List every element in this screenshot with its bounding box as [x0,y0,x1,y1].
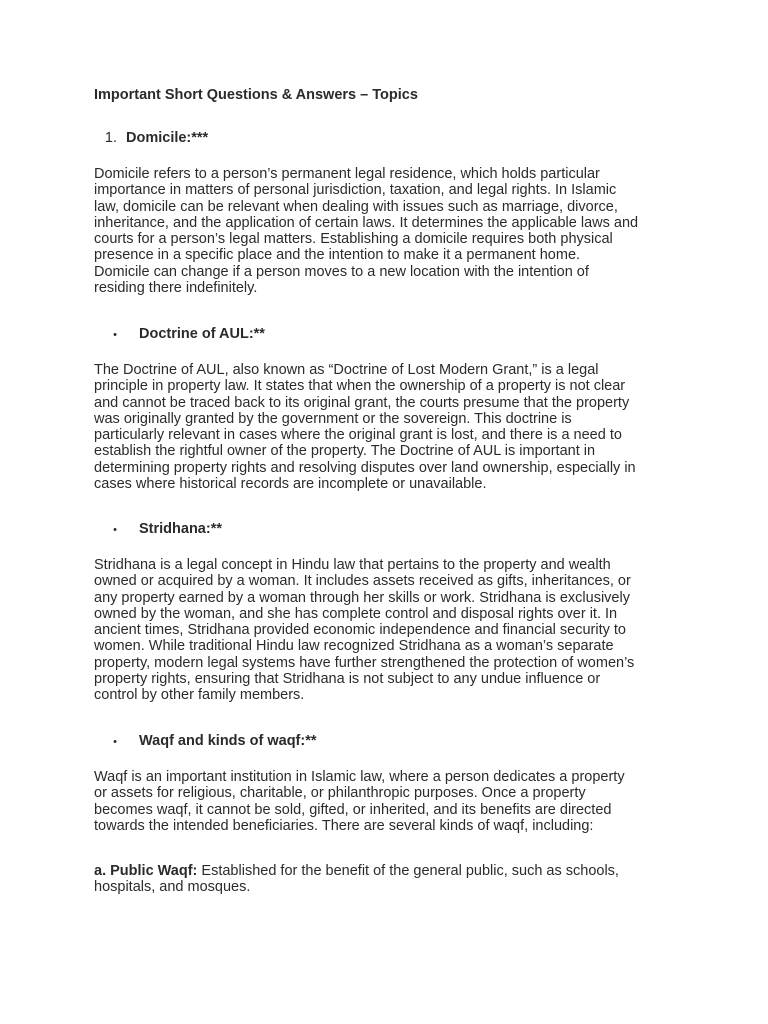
heading-text: Domicile:*** [126,130,209,146]
heading-text: Stridhana:** [139,521,222,537]
section-heading-doctrine-of-aul [94,326,265,342]
section-heading-stridhana [94,521,222,537]
bullet-icon: • [113,524,117,536]
section-body-waqf: Waqf is an important institution in Islamic law, where a person dedicates a property or assets for religious, charitable, or philanthropic purposes. Once a property becomes waqf, it cannot be sold, gifted, or inherited, and its benefits are directed towards the intended beneficiaries. There are several kinds of waqf, including: [94,769,625,834]
heading-text: Doctrine of AUL:** [139,326,265,342]
section-body-doctrine-of-aul: The Doctrine of AUL, also known as “Doctrine of Lost Modern Grant,” is a legal principle in property law. It states that when the ownership of a property is not clear and cannot be traced back to its original grant, the courts presume that the property was originally granted by the government or the sovereign. This doctrine is particularly relevant in cases where the original grant is lost, and there is a need to establish the rightful owner of the property. The Doctrine of AUL is important in determining property rights and resolving disputes over land ownership, especially in cases where historical records are incomplete or unavailable. [94,362,636,493]
bullet-icon: • [113,736,117,748]
waqf-kind-label: a. Public Waqf: [94,863,198,879]
section-heading-domicile [94,130,208,146]
waqf-kind-description: Established for the benefit of the general public, such as schools, hospitals, and mosques. [94,863,619,896]
section-heading-waqf [94,733,317,749]
section-body-domicile: Domicile refers to a person’s permanent legal residence, which holds particular importance in matters of personal jurisdiction, taxation, and legal rights. In Islamic law, domicile can be relevant when dealing with issues such as marriage, divorce, inheritance, and the application of certain laws. It determines the applicable laws and courts for a person’s legal matters. Establishing a domicile requires both physical presence in a specific place and the intention to make it a permanent home. Domicile can change if a person moves to a new location with the intention of residing there indefinitely. [94,166,639,297]
bullet-icon: • [113,329,117,341]
section-body-stridhana: Stridhana is a legal concept in Hindu law that pertains to the property and wealth owned or acquired by a woman. It includes assets received as gifts, inheritances, or any property earned by a woman through her skills or work. Stridhana is exclusively owned by the woman, and she has complete control and disposal rights over it. In ancient times, Stridhana provided economic independence and financial security to women. While traditional Hindu law recognized Stridhana as a woman’s separate property, modern legal systems have further strengthened the protection of women’s property rights, ensuring that Stridhana is not subject to any undue influence or control by other family members. [94,557,635,704]
heading-text: Waqf and kinds of waqf:** [139,733,317,749]
list-number: 1. [104,130,117,146]
document-title: Important Short Questions & Answers – Topics [94,87,418,103]
waqf-kind-public [94,863,674,896]
